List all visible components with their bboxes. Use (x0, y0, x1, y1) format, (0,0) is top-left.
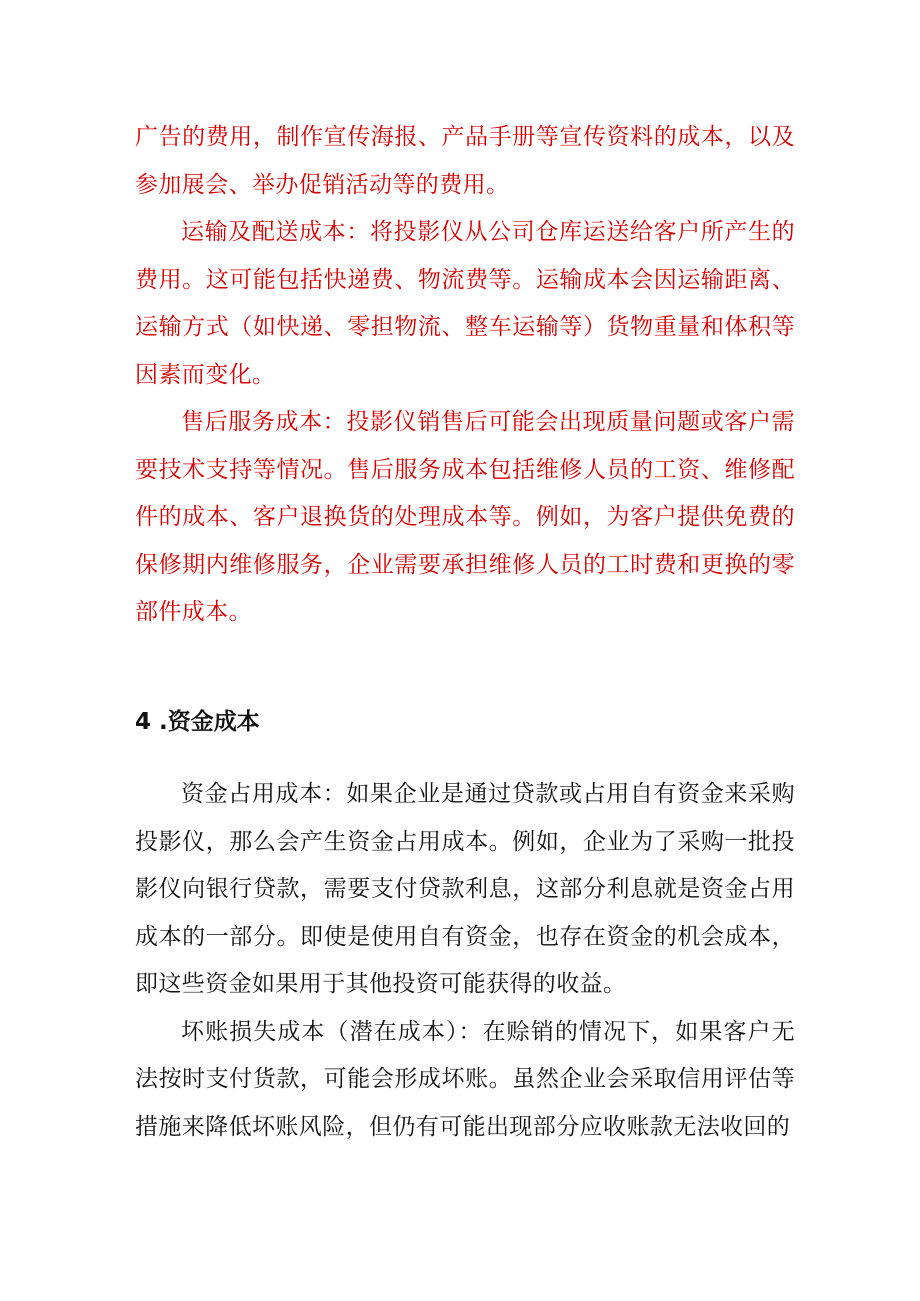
promotion-cost-continuation: 广告的费用，制作宣传海报、产品手册等宣传资料的成本，以及参加展会、举办促销活动等的费用。 (135, 124, 795, 198)
section3-body (135, 114, 795, 637)
capital-occupation-cost-paragraph: 资金占用成本：如果企业是通过贷款或占用自有资金来采购投影仪，那么会产生资金占用成本。例如，企业为了采购一批投影仪向银行贷款，需要支付贷款利息，这部分利息就是资金占用成本的一部分。即使是使用自有资金，也存在资金的机会成本，即这些资金如果用于其他投资可能获得的收益。 (135, 781, 795, 997)
transport-cost-paragraph: 运输及配送成本：将投影仪从公司仓库运送给客户所产生的费用。这可能包括快递费、物流费等。运输成本会因运输距离、运输方式（如快递、零担物流、整车运输等）货物重量和体积等因素而变化。 (135, 219, 795, 388)
bad-debt-cost-paragraph: 坏账损失成本（潜在成本）：在赊销的情况下，如果客户无法按时支付货款，可能会形成坏账。虽然企业会采取信用评估等措施来降低坏账风险，但仍有可能出现部分应收账款无法收回的 (135, 1018, 795, 1140)
section4-heading: 4 .资金成本 (135, 709, 260, 735)
section4-body (135, 771, 795, 1151)
after-sales-cost-paragraph: 售后服务成本：投影仪销售后可能会出现质量问题或客户需要技术支持等情况。售后服务成本包括维修人员的工资、维修配件的成本、客户退换货的处理成本等。例如，为客户提供免费的保修期内维修服务，企业需要承担维修人员的工时费和更换的零部件成本。 (135, 409, 795, 625)
